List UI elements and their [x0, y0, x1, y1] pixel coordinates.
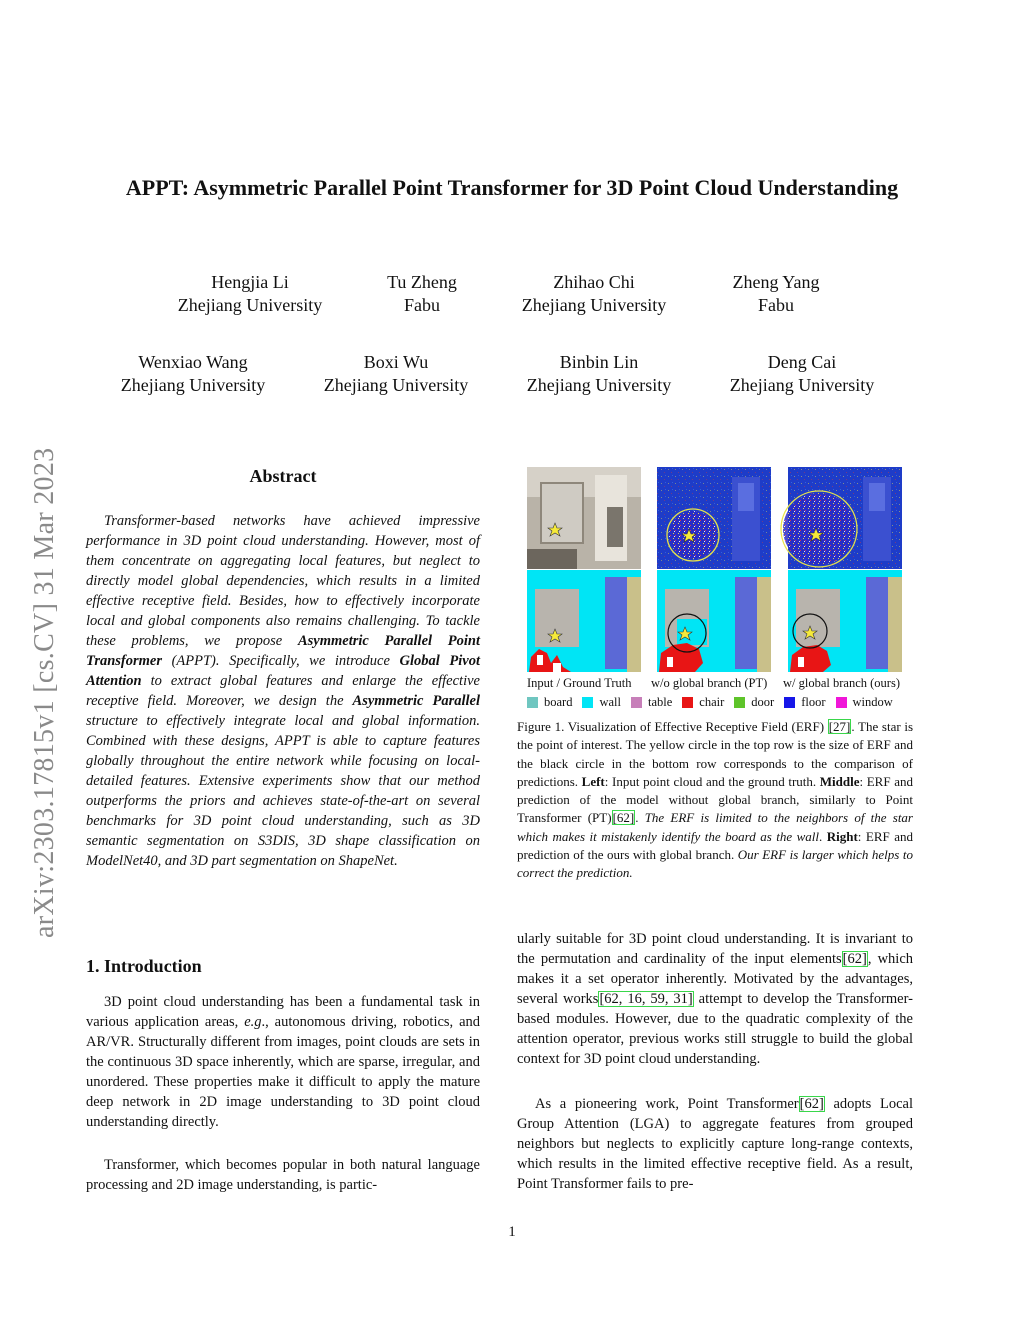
legend-swatch — [734, 697, 745, 708]
author-name: Hengjia Li — [211, 272, 289, 292]
author-name: Zhihao Chi — [553, 272, 635, 292]
legend-swatch — [527, 697, 538, 708]
author-name: Boxi Wu — [363, 352, 429, 372]
author-block — [150, 271, 350, 317]
erf-pt-panel — [657, 467, 771, 569]
author-affiliation: Fabu — [404, 295, 440, 315]
author-block — [296, 351, 496, 397]
input-photo-panel — [527, 467, 641, 569]
author-name: Deng Cai — [767, 352, 837, 372]
author-affiliation: Zhejiang University — [729, 375, 875, 395]
intro-paragraph-1: 3D point cloud understanding has been a fundamental task in various application areas, e.g., autonomous driving, robotics, and AR/VR. Structurally different from images, point clouds are sets in the continuous 3D space inherently, which are sparse, irregular, and unordered. These properties make it difficult to apply the mature deep network in 2D image understanding to 3D point cloud understanding directly. — [86, 994, 481, 1130]
legend-item: window — [836, 695, 893, 710]
legend-swatch — [836, 697, 847, 708]
citation-link[interactable]: [62] — [842, 951, 867, 967]
author-block — [499, 351, 699, 397]
author-name: Zheng Yang — [732, 272, 820, 292]
author-name: Wenxiao Wang — [138, 352, 248, 372]
figure-column-label: Input / Ground Truth — [527, 676, 632, 690]
erf-ours-panel — [781, 467, 902, 569]
legend-swatch — [784, 697, 795, 708]
legend-item: wall — [582, 695, 621, 710]
intro-paragraph-4: As a pioneering work, Point Transformer[62] adopts Local Group Attention (LGA) to aggregate features from grouped neighbors but neglects to explicitly capture long-range contexts, which results in the limited effective receptive field. As a result, Point Transformer fails to pre- — [517, 1096, 913, 1192]
legend-item: chair — [682, 695, 724, 710]
author-block — [702, 351, 902, 397]
citation-link[interactable]: [62] — [612, 810, 635, 826]
author-affiliation: Zhejiang University — [521, 295, 667, 315]
author-affiliation: Zhejiang University — [526, 375, 672, 395]
citation-link[interactable]: [27] — [828, 719, 851, 734]
section-heading-introduction: 1. Introduction — [86, 956, 202, 976]
arxiv-sidebar-stamp: arXiv:2303.17815v1 [cs.CV] 31 Mar 2023 — [29, 447, 60, 938]
figure-column-label: w/o global branch (PT) — [651, 676, 768, 690]
author-affiliation: Zhejiang University — [177, 295, 323, 315]
author-affiliation: Fabu — [758, 295, 794, 315]
author-block — [494, 271, 694, 317]
legend-swatch — [682, 697, 693, 708]
ground-truth-panel — [527, 570, 641, 672]
citation-link[interactable]: [62] — [799, 1096, 824, 1112]
figure-legend — [527, 695, 917, 710]
author-affiliation: Zhejiang University — [120, 375, 266, 395]
legend-item: table — [631, 695, 672, 710]
legend-swatch — [631, 697, 642, 708]
page-number: 1 — [508, 1224, 516, 1240]
legend-item: door — [734, 695, 774, 710]
legend-swatch — [582, 697, 593, 708]
author-name: Binbin Lin — [559, 352, 639, 372]
intro-paragraph-3: ularly suitable for 3D point cloud understanding. It is invariant to the permutation and cardinality of the input elements[62], which makes it a set operator inherently. Motivated by the advantages, several works[62, 16, 59, 31] attempt to develop the Transformer-based modules. However, due to the quadratic complexity of the attention operator, previous works still struggle to build the global context for 3D point cloud understanding. — [517, 931, 914, 1067]
author-name: Tu Zheng — [387, 272, 457, 292]
author-block — [676, 271, 876, 317]
prediction-pt-panel — [657, 570, 771, 672]
citation-link[interactable]: [62, 16, 59, 31] — [599, 991, 693, 1007]
legend-item: board — [527, 695, 572, 710]
intro-paragraph-2: Transformer, which becomes popular in both natural language processing and 2D image understanding, is partic- — [86, 1157, 480, 1193]
prediction-ours-panel — [788, 570, 902, 672]
figure-column-label: w/ global branch (ours) — [783, 676, 900, 690]
author-block — [322, 271, 522, 317]
paper-title: APPT: Asymmetric Parallel Point Transformer for 3D Point Cloud Understanding — [125, 175, 899, 200]
author-affiliation: Zhejiang University — [323, 375, 469, 395]
erf-visualization-figure — [527, 467, 913, 672]
legend-item: floor — [784, 695, 825, 710]
author-block — [93, 351, 293, 397]
abstract-body: Transformer-based networks have achieved impressive performance in 3D point cloud understanding. However, most of them concentrate on aggregating local features, but neglect to directly model global dependencies, which results in a limited effective receptive field. Besides, how to effectively incorporate local and global components also remains challenging. To tackle these problems, we propose Asymmetric Parallel Point Transformer (APPT). Specifically, we introduce Global Pivot Attention to extract global features and enlarge the effective receptive field. Moreover, we design the Asymmetric Parallel structure to effectively integrate local and global information. Combined with these designs, APPT is able to capture features globally throughout the entire network while focusing on local-detailed features. Extensive experiments show that our method outperforms the priors and achieves state-of-the-art on several benchmarks for 3D point cloud understanding, such as 3D semantic segmentation on S3DIS, 3D shape classification on ModelNet40, and 3D part segmentation on ShapeNet. — [86, 513, 480, 869]
abstract-heading: Abstract — [249, 466, 317, 486]
figure-caption: Figure 1. Visualization of Effective Receptive Field (ERF) [27]. The star is the point of interest. The yellow circle in the top row is the size of ERF and the black circle in the bottom row corresponds to the comparison of predictions. Left: Input point cloud and the ground truth. Middle: ERF and prediction of the model without global branch, similarly to Point Transformer (PT)[62]. The ERF is limited to the neighbors of the star which makes it mistakenly identify the board as the wall. Right: ERF and prediction of the ours with global branch. Our ERF is larger which helps to correct the prediction. — [517, 719, 913, 881]
